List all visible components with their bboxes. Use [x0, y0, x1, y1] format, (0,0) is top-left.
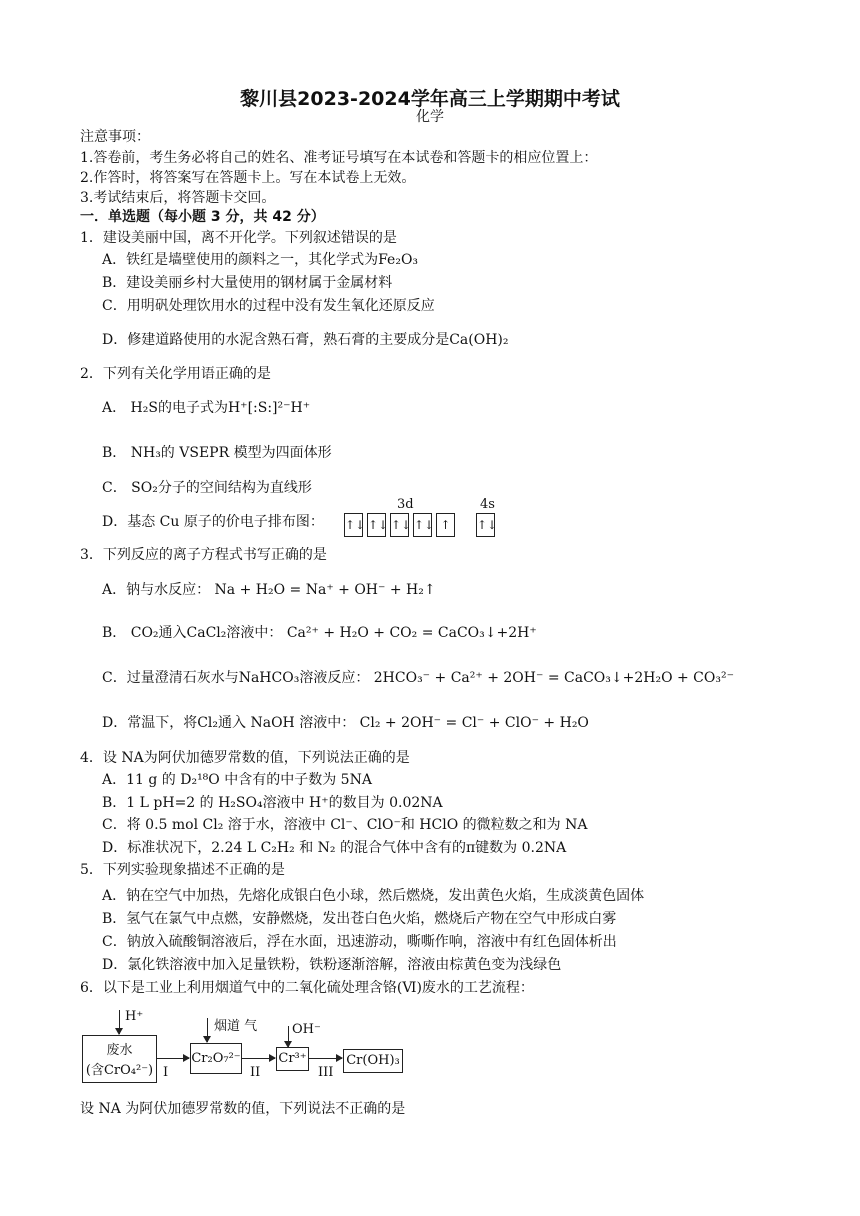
flow-box-crohx: Cr(OH)₃ [343, 1049, 403, 1073]
q1-option-c: C．用明矾处理饮用水的过程中没有发生氧化还原反应 [102, 298, 435, 314]
flow-box-wastewater-line1: 废水 [106, 1043, 133, 1058]
exam-title: 黎川县2023-2024学年高三上学期期中考试 [240, 88, 620, 110]
q1-option-b: B．建设美丽乡村大量使用的钢材属于金属材料 [102, 275, 393, 291]
flow-step-2: II [250, 1065, 261, 1080]
q2-stem: 2．下列有关化学用语正确的是 [80, 366, 271, 382]
orbital-3d-box-5: ↑ [436, 513, 455, 537]
q1-option-d: D．修建道路使用的水泥含熟石膏，熟石膏的主要成分是Ca(OH)₂ [102, 332, 509, 348]
q5-option-a: A．钠在空气中加热，先熔化成银白色小球，然后燃烧，发出黄色火焰，生成淡黄色固体 [102, 888, 645, 904]
section-heading: 一．单选题（每小题 3 分，共 42 分） [80, 209, 325, 225]
q6-question: 设 NA 为阿伏加德罗常数的值，下列说法不正确的是 [80, 1101, 406, 1117]
flow-box-cr3: Cr³⁺ [276, 1047, 309, 1071]
flow-flue-gas-label: 烟道 气 [214, 1019, 258, 1034]
flow-h-plus-label: H⁺ [125, 1009, 144, 1024]
flow-oh-minus-arrow [288, 1026, 289, 1047]
flow-step-1: I [163, 1065, 169, 1080]
q2-option-a: A． H₂S的电子式为H⁺[:S:]²⁻H⁺ [102, 400, 311, 416]
q3-option-b: B． CO₂通入CaCl₂溶液中： Ca²⁺ + H₂O + CO₂ = CaCO₃↓+2H⁺ [102, 625, 537, 641]
q2-option-c: C． SO₂分子的空间结构为直线形 [102, 480, 312, 496]
notes-heading: 注意事项： [80, 129, 150, 145]
note-item-1: 1.答卷前，考生务必将自己的姓名、准考证号填写在本试卷和答题卡的相应位置上： [80, 150, 598, 166]
orbital-4s-label: 4s [480, 497, 495, 512]
q4-option-d: D．标准状况下，2.24 L C₂H₂ 和 N₂ 的混合气体中含有的π键数为 0.2NA [102, 840, 567, 856]
flow-box-wastewater [82, 1035, 157, 1083]
q4-option-a: A．11 g 的 D₂¹⁸O 中含有的中子数为 5NA [102, 772, 372, 788]
flow-step-3: III [318, 1065, 334, 1080]
flow-oh-minus-label: OH⁻ [292, 1022, 321, 1037]
exam-subject: 化学 [416, 109, 444, 125]
orbital-3d-box-4: ↑↓ [413, 513, 432, 537]
flow-box-dichromate: Cr₂O₇²⁻ [190, 1043, 242, 1074]
orbital-3d-box-2: ↑↓ [367, 513, 386, 537]
flow-arrow-3 [308, 1058, 342, 1059]
q3-option-a: A．钠与水反应： Na + H₂O = Na⁺ + OH⁻ + H₂↑ [102, 582, 436, 598]
q4-option-b: B．1 L pH=2 的 H₂SO₄溶液中 H⁺的数目为 0.02NA [102, 795, 443, 811]
note-item-3: 3.考试结束后，将答题卡交回。 [80, 190, 276, 206]
q4-option-c: C．将 0.5 mol Cl₂ 溶于水，溶液中 Cl⁻、ClO⁻和 HClO 的微粒数之和为 NA [102, 817, 588, 833]
orbital-3d-label: 3d [397, 497, 414, 512]
flow-box-wastewater-line2: (含CrO₄²⁻) [85, 1063, 154, 1078]
q5-stem: 5．下列实验现象描述不正确的是 [80, 862, 285, 878]
q1-option-a: A．铁红是墙壁使用的颜料之一，其化学式为Fe₂O₃ [102, 252, 419, 268]
note-item-2: 2.作答时，将答案写在答题卡上。写在本试卷上无效。 [80, 170, 416, 186]
q3-stem: 3．下列反应的离子方程式书写正确的是 [80, 547, 327, 563]
q3-option-c: C．过量澄清石灰水与NaHCO₃溶液反应： 2HCO₃⁻ + Ca²⁺ + 2OH⁻ = CaCO₃↓+2H₂O + CO₃²⁻ [102, 670, 734, 686]
flow-h-plus-arrow [119, 1010, 120, 1034]
q1-stem: 1．建设美丽中国，离不开化学。下列叙述错误的是 [80, 230, 397, 246]
q2-option-d: D．基态 Cu 原子的价电子排布图： [102, 514, 324, 530]
orbital-3d-box-1: ↑↓ [344, 513, 363, 537]
q4-stem: 4．设 NA为阿伏加德罗常数的值，下列说法正确的是 [80, 750, 410, 766]
q5-option-b: B．氢气在氯气中点燃，安静燃烧，发出苍白色火焰，燃烧后产物在空气中形成白雾 [102, 911, 617, 927]
flow-arrow-1 [156, 1058, 189, 1059]
q6-stem: 6．以下是工业上利用烟道气中的二氧化硫处理含铬(Ⅵ)废水的工艺流程： [80, 980, 534, 996]
flow-flue-gas-arrow [207, 1018, 208, 1042]
orbital-4s-box: ↑↓ [476, 513, 495, 537]
q5-option-c: C．钠放入硫酸铜溶液后，浮在水面，迅速游动，嘶嘶作响，溶液中有红色固体析出 [102, 934, 617, 950]
q5-option-d: D．氯化铁溶液中加入足量铁粉，铁粉逐渐溶解，溶液由棕黄色变为浅绿色 [102, 957, 562, 973]
orbital-3d-box-3: ↑↓ [390, 513, 409, 537]
flow-arrow-2 [241, 1058, 275, 1059]
q2-option-b: B． NH₃的 VSEPR 模型为四面体形 [102, 445, 332, 461]
q3-option-d: D．常温下，将Cl₂通入 NaOH 溶液中： Cl₂ + 2OH⁻ = Cl⁻ + ClO⁻ + H₂O [102, 715, 589, 731]
